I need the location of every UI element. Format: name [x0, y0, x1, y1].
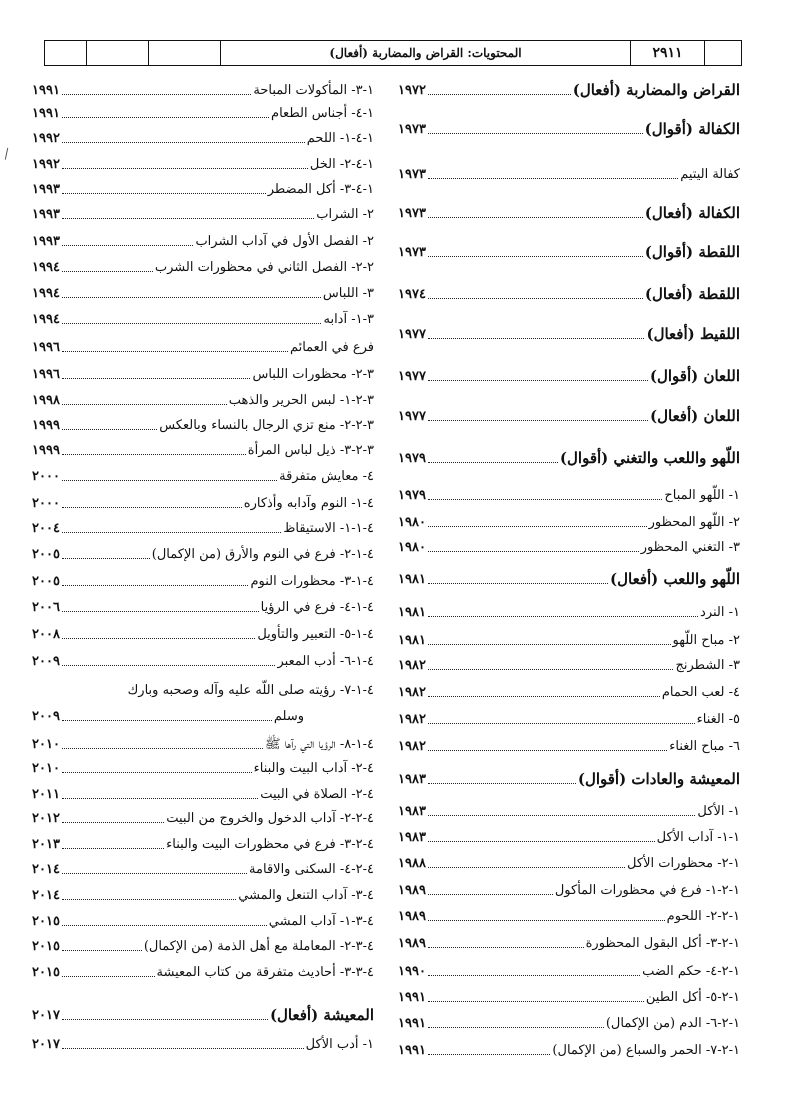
toc-entry-title: ٤-١-٦- أدب المعبر — [277, 654, 374, 669]
toc-entry-title: القراض والمضاربة (أفعال) — [572, 81, 740, 99]
toc-entry-page: ٢٠٠٩ — [32, 709, 60, 724]
header-page-number: ٢٩١١ — [631, 41, 705, 65]
toc-entry-title: ٣-٢- محظورات اللباس — [252, 367, 374, 382]
toc-entry-page: ١٩٩٩ — [32, 418, 60, 433]
toc-entry-title: ٣- الشطرنج — [675, 658, 740, 673]
toc-entry — [398, 508, 740, 532]
toc-entry-page: ١٩٩٣ — [32, 207, 60, 222]
toc-entry-page: ٢٠٠٨ — [32, 627, 60, 642]
toc-entry-page: ٢٠١٠ — [32, 737, 60, 752]
toc-entry-title: ١-٢-١- فرع في محظورات المأكول — [554, 883, 740, 898]
toc-entry-title: ٣- التغني المحظور — [640, 540, 740, 555]
toc-entry — [32, 804, 374, 828]
dot-leader — [428, 583, 608, 584]
toc-entry-page: ١٩٩١ — [398, 1016, 426, 1031]
dot-leader — [428, 94, 571, 95]
dot-leader — [428, 815, 695, 816]
toc-entry — [32, 932, 374, 956]
toc-entry-page: ١٩٩٤ — [32, 286, 60, 301]
toc-entry — [398, 1036, 740, 1060]
dot-leader — [62, 429, 157, 430]
header-cell-blank — [705, 41, 741, 65]
dot-leader — [62, 404, 227, 405]
toc-entry — [398, 362, 740, 386]
toc-entry-title: ٤-١-٨- الرؤيا التي رآها ﷺ — [264, 737, 374, 752]
toc-entry-page: ١٩٨٢ — [398, 685, 426, 700]
dot-leader — [62, 798, 258, 799]
toc-entry — [398, 199, 740, 223]
toc-entry-title: ١-٣- المأكولات المباحة — [253, 83, 374, 98]
toc-entry — [398, 533, 740, 557]
dot-leader — [62, 611, 259, 612]
toc-entry-page: ٢٠١٧ — [32, 1037, 60, 1052]
toc-entry — [32, 175, 374, 199]
toc-entry-title: ١- أدب الأكل — [305, 1037, 374, 1052]
dot-leader — [62, 245, 194, 246]
toc-entry-page: ٢٠٠٠ — [32, 469, 60, 484]
dot-leader — [428, 526, 647, 527]
toc-entry-page: ١٩٩١ — [32, 106, 60, 121]
toc-entry-page: ٢٠١٥ — [32, 914, 60, 929]
dot-leader — [62, 218, 314, 219]
toc-entry-title: ٣-٢-١- لبس الحرير والذهب — [228, 393, 374, 408]
toc-entry-title: ١-٤- أجناس الطعام — [271, 106, 374, 121]
dot-leader — [62, 193, 266, 194]
dot-leader — [428, 133, 643, 134]
dot-leader — [428, 696, 660, 697]
toc-entry — [32, 333, 374, 357]
toc-entry-title: ٢- الشراب — [316, 207, 374, 222]
toc-entry-title: ٤-٣-١- آداب المشي — [268, 914, 374, 929]
dot-leader — [62, 351, 288, 352]
toc-entry-title: ٤-٢-٤- السكنى والاقامة — [249, 862, 374, 877]
toc-entry-title: اللعان (أقوال) — [649, 367, 740, 385]
toc-entry — [32, 514, 374, 538]
toc-entry-page: ١٩٨٢ — [398, 739, 426, 754]
dot-leader — [428, 644, 671, 645]
toc-entry-title: ١- النرد — [700, 605, 740, 620]
toc-entry-title: ٢- الفصل الأول في آداب الشراب — [195, 234, 374, 249]
toc-entry — [398, 705, 740, 729]
toc-entry-page: ٢٠١٣ — [32, 837, 60, 852]
toc-entry-title: ١-٢- محظورات الأكل — [627, 856, 740, 871]
dot-leader — [62, 142, 305, 143]
toc-entry-page: ١٩٩١ — [32, 83, 60, 98]
toc-entry — [32, 730, 374, 754]
toc-entry-page: ١٩٧٣ — [398, 245, 426, 260]
toc-entry-page: ١٩٧٧ — [398, 327, 426, 342]
dot-leader — [428, 867, 625, 868]
toc-entry-page: ١٩٩٤ — [32, 260, 60, 275]
toc-entry — [32, 76, 374, 100]
toc-entry-page: ٢٠٠٤ — [32, 521, 60, 536]
toc-entry-title: ١-١- آداب الأكل — [656, 830, 740, 845]
toc-entry — [32, 1001, 374, 1025]
toc-entry-title: كفالة اليتيم — [680, 167, 740, 182]
toc-entry — [32, 462, 374, 486]
dot-leader — [428, 1001, 644, 1002]
dot-leader — [428, 750, 667, 751]
dot-leader — [62, 976, 155, 977]
toc-entry — [398, 797, 740, 821]
toc-entry-title: ٤-٢- آداب البيت والبناء — [253, 761, 374, 776]
toc-entry-title: ١- الأكل — [697, 804, 740, 819]
dot-leader — [428, 256, 643, 257]
toc-entry-title: ٤-٣-٢- المعاملة مع أهل الذمة (من الإكمال) — [143, 939, 374, 954]
toc-entry — [398, 280, 740, 304]
dot-leader — [62, 665, 276, 666]
toc-entry — [32, 754, 374, 778]
dot-leader — [428, 551, 639, 552]
toc-entry-page: ١٩٩٦ — [32, 367, 60, 382]
toc-entry-title: ٥- الغناء — [696, 712, 740, 727]
toc-entry — [398, 651, 740, 675]
toc-entry — [398, 76, 740, 100]
toc-entry — [398, 765, 740, 789]
dot-leader — [62, 1019, 268, 1020]
toc-entry-title: ٤-١-٤- فرع في الرؤيا — [260, 600, 374, 615]
toc-entry-page: ١٩٩٤ — [32, 312, 60, 327]
toc-entry — [398, 849, 740, 873]
toc-entry — [32, 540, 374, 564]
toc-entry-page: ٢٠١٤ — [32, 862, 60, 877]
toc-entry-page: ١٩٧٩ — [398, 451, 426, 466]
dot-leader — [428, 894, 553, 895]
toc-entry — [398, 565, 740, 589]
toc-entry-page: ٢٠١٧ — [32, 1008, 60, 1023]
toc-entry-title: فرع في العمائم — [289, 340, 374, 355]
header-cell-blank — [45, 41, 87, 65]
dot-leader — [62, 480, 277, 481]
dot-leader — [428, 1027, 604, 1028]
toc-entry — [32, 702, 374, 726]
toc-entry-title: اللقيط (أفعال) — [646, 325, 740, 343]
dot-leader — [62, 378, 251, 379]
dot-leader — [62, 720, 272, 721]
dot-leader — [428, 947, 584, 948]
toc-entry-page: ١٩٩٦ — [32, 340, 60, 355]
toc-entry-title: ٣- اللباس — [322, 286, 374, 301]
toc-entry-page: ١٩٩٢ — [32, 157, 60, 172]
toc-entry-title: اللقطة (أقوال) — [644, 243, 740, 261]
dot-leader — [428, 462, 558, 463]
dot-leader — [428, 178, 678, 179]
toc-entry-title: ٣-٢-٣- ذيل لباس المرأة — [247, 443, 374, 458]
dot-leader — [62, 507, 242, 508]
toc-entry-page: ١٩٨١ — [398, 572, 426, 587]
dot-leader — [428, 420, 648, 421]
toc-entry-page: ١٩٧٤ — [398, 287, 426, 302]
toc-entry-title: ٣-٢-٢- منع تزي الرجال بالنساء وبالعكس — [159, 418, 374, 433]
toc-entry-page: ١٩٨٩ — [398, 883, 426, 898]
toc-entry — [32, 279, 374, 303]
dot-leader — [62, 899, 236, 900]
dot-leader — [428, 783, 576, 784]
toc-entry-page: ٢٠١٥ — [32, 939, 60, 954]
toc-entry-page: ١٩٩١ — [398, 990, 426, 1005]
toc-entry-page: ١٩٨١ — [398, 605, 426, 620]
toc-entry-title: ١-٢-٥- أكل الطين — [645, 990, 740, 1005]
toc-entry-page: ١٩٧٧ — [398, 409, 426, 424]
toc-entry-title: ٤-١-٢- فرع في النوم والأرق (من الإكمال) — [151, 547, 374, 562]
toc-entry — [32, 780, 374, 804]
dot-leader — [62, 323, 322, 324]
toc-entry — [398, 238, 740, 262]
toc-entry — [32, 881, 374, 905]
toc-entry-title: ١- اللّهو المباح — [664, 488, 740, 503]
toc-entry — [32, 386, 374, 410]
dot-leader — [62, 168, 308, 169]
dot-leader — [428, 499, 662, 500]
dot-leader — [62, 297, 321, 298]
toc-entry-page: ١٩٩٢ — [32, 131, 60, 146]
toc-entry-title: المعيشة (أفعال) — [269, 1006, 374, 1024]
toc-entry-title: الكفالة (أفعال) — [644, 204, 740, 222]
toc-entry — [32, 830, 374, 854]
toc-entry — [32, 676, 374, 700]
dot-leader — [62, 848, 164, 849]
toc-entry — [32, 593, 374, 617]
toc-entry — [32, 958, 374, 982]
toc-entry-title: المعيشة والعادات (أقوال) — [577, 770, 740, 788]
toc-entry-title: ٤-١-٥- التعبير والتأويل — [257, 627, 374, 642]
toc-entry — [398, 444, 740, 468]
toc-entry — [32, 855, 374, 879]
toc-entry-page: ٢٠٠٠ — [32, 496, 60, 511]
toc-entry — [32, 360, 374, 384]
toc-entry-page: ٢٠٠٥ — [32, 547, 60, 562]
toc-entry-title: اللعان (أفعال) — [650, 407, 740, 425]
toc-entry-page: ١٩٨٣ — [398, 830, 426, 845]
toc-entry — [32, 620, 374, 644]
dot-leader — [62, 558, 150, 559]
toc-entry — [398, 876, 740, 900]
toc-entry — [398, 115, 740, 139]
toc-entry-page: ٢٠٠٦ — [32, 600, 60, 615]
toc-entry-page: ١٩٨٢ — [398, 712, 426, 727]
toc-entry-title: ٤-٢- الصلاة في البيت — [260, 787, 374, 802]
dot-leader — [62, 117, 269, 118]
dot-leader — [428, 920, 665, 921]
toc-entry — [32, 436, 374, 460]
header-cell-blank — [149, 41, 221, 65]
toc-entry-page: ١٩٨٢ — [398, 658, 426, 673]
toc-entry-title: ٤- لعب الحمام — [661, 685, 740, 700]
toc-entry-page: ١٩٩١ — [398, 1043, 426, 1058]
dot-leader — [62, 748, 263, 749]
toc-entry-title: ١-٢-٣- أكل البقول المحظورة — [585, 936, 740, 951]
toc-entry — [398, 320, 740, 344]
toc-entry-page: ٢٠١٥ — [32, 965, 60, 980]
dot-leader — [428, 338, 645, 339]
toc-entry-page: ١٩٧٣ — [398, 206, 426, 221]
dot-leader — [62, 532, 281, 533]
toc-entry-title: ٢-٢- الفصل الثاني في محظورات الشرب — [154, 260, 374, 275]
header-title: المحتويات: القراض والمضاربة (أفعال) — [221, 41, 631, 65]
toc-entry-title: ٤-٣- آداب التنعل والمشي — [238, 888, 374, 903]
toc-entry-page: ١٩٨٨ — [398, 856, 426, 871]
margin-pen-mark — [5, 148, 10, 160]
toc-entry-title: اللّهو واللعب والتغني (أقوال) — [559, 449, 740, 467]
toc-entry — [398, 626, 740, 650]
dot-leader — [62, 454, 246, 455]
running-header — [44, 40, 742, 66]
toc-entry-page: ١٩٨٠ — [398, 515, 426, 530]
toc-entry-title: ٤-٢-٢- آداب الدخول والخروج من البيت — [166, 811, 374, 826]
toc-entry-page: ١٩٧٩ — [398, 488, 426, 503]
dot-leader — [428, 217, 643, 218]
toc-entry-title: ٤-٣-٣- أحاديث متفرقة من كتاب المعيشة — [156, 965, 374, 980]
toc-entry-title: ١-٢-٧- الحمر والسباع (من الإكمال) — [552, 1043, 740, 1058]
toc-entry — [398, 902, 740, 926]
toc-entry-page: ٢٠١٢ — [32, 811, 60, 826]
toc-entry-page: ١٩٨٩ — [398, 909, 426, 924]
toc-entry-title: ١-٢-٢- اللحوم — [666, 909, 740, 924]
dot-leader — [62, 873, 247, 874]
toc-entry-page: ١٩٩٣ — [32, 234, 60, 249]
toc-entry-title: ١-٤-١- اللحم — [306, 131, 374, 146]
dot-leader — [428, 1054, 550, 1055]
dot-leader — [62, 94, 251, 95]
toc-entry-page: ١٩٧٢ — [398, 83, 426, 98]
dot-leader — [62, 585, 249, 586]
toc-entry-page: ١٩٩٠ — [398, 964, 426, 979]
dot-leader — [62, 1048, 304, 1049]
toc-entry-title: ٤- معايش متفرقة — [279, 469, 374, 484]
toc-entry — [398, 929, 740, 953]
dot-leader — [62, 271, 153, 272]
dot-leader — [428, 841, 655, 842]
toc-entry-title: ٤-١-١- الاستيقاظ — [283, 521, 374, 536]
toc-entry — [398, 732, 740, 756]
toc-entry-title: ٤-١-٧- رؤيته صلى اللّه عليه وآله وصحبه وبارك — [127, 683, 374, 698]
toc-entry-title: ١-٢-٤- حكم الضب — [642, 964, 740, 979]
toc-entry — [398, 678, 740, 702]
toc-entry-page: ١٩٧٣ — [398, 122, 426, 137]
toc-entry — [32, 411, 374, 435]
dot-leader — [428, 298, 643, 299]
dot-leader — [62, 638, 255, 639]
header-cell-blank — [87, 41, 149, 65]
toc-entry-page: ١٩٨٠ — [398, 540, 426, 555]
toc-entry-title: اللّهو واللعب (أفعال) — [610, 570, 740, 588]
toc-entry — [32, 647, 374, 671]
toc-entry-title: وسلم — [273, 709, 304, 724]
toc-entry-page: ١٩٩٨ — [32, 393, 60, 408]
dot-leader — [428, 669, 674, 670]
toc-entry-title: ١-٢-٦- الدم (من الإكمال) — [605, 1016, 740, 1031]
toc-entry — [398, 598, 740, 622]
toc-entry-title: ١-٤-٢- الخل — [309, 157, 374, 172]
toc-entry-page: ١٩٩٩ — [32, 443, 60, 458]
toc-entry-page: ١٩٧٣ — [398, 167, 426, 182]
toc-entry-title: اللقطة (أفعال) — [644, 285, 740, 303]
toc-entry-title: ٤-٢-٣- فرع في محظورات البيت والبناء — [166, 837, 374, 852]
toc-entry — [32, 305, 374, 329]
toc-entry-page: ١٩٧٧ — [398, 369, 426, 384]
toc-entry-page: ٢٠٠٥ — [32, 574, 60, 589]
toc-entry — [32, 99, 374, 123]
toc-entry-page: ٢٠١٤ — [32, 888, 60, 903]
toc-entry — [32, 253, 374, 277]
toc-entry-title: ٦- مباح الغناء — [669, 739, 740, 754]
dot-leader — [428, 975, 640, 976]
toc-entry-page: ١٩٨٩ — [398, 936, 426, 951]
toc-entry-page: ١٩٨٣ — [398, 772, 426, 787]
dot-leader — [62, 950, 142, 951]
toc-entry-page: ١٩٨٣ — [398, 804, 426, 819]
toc-entry-title: ٢- مباح اللّهو — [672, 633, 740, 648]
toc-entry-title: ١-٤-٣- أكل المضطر — [267, 182, 374, 197]
toc-entry-page: ٢٠١٠ — [32, 761, 60, 776]
toc-entry — [32, 124, 374, 148]
toc-entry — [32, 200, 374, 224]
toc-entry-page: ٢٠١١ — [32, 787, 60, 802]
toc-entry-title: الكفالة (أقوال) — [644, 120, 740, 138]
toc-entry-title: ٢- اللّهو المحظور — [648, 515, 740, 530]
dot-leader — [62, 925, 267, 926]
toc-entry — [32, 1030, 374, 1054]
toc-entry — [32, 489, 374, 513]
toc-entry — [398, 160, 740, 184]
toc-entry — [398, 1009, 740, 1033]
toc-entry — [398, 402, 740, 426]
toc-entry-page: ٢٠٠٩ — [32, 654, 60, 669]
toc-entry — [32, 150, 374, 174]
dot-leader — [62, 822, 164, 823]
dot-leader — [428, 616, 698, 617]
toc-entry-page: ١٩٨١ — [398, 633, 426, 648]
toc-entry — [32, 567, 374, 591]
toc-entry — [398, 481, 740, 505]
toc-entry — [398, 957, 740, 981]
toc-entry-title: ٤-١-٣- محظورات النوم — [250, 574, 374, 589]
toc-entry-title: ٤-١- النوم وآدابه وأذكاره — [243, 496, 374, 511]
toc-entry — [32, 227, 374, 251]
toc-entry — [32, 907, 374, 931]
dot-leader — [428, 380, 648, 381]
toc-entry-page: ١٩٩٣ — [32, 182, 60, 197]
dot-leader — [428, 723, 695, 724]
toc-entry — [398, 983, 740, 1007]
toc-entry-title: ٣-١- آدابه — [323, 312, 374, 327]
toc-entry — [398, 823, 740, 847]
dot-leader — [62, 772, 252, 773]
